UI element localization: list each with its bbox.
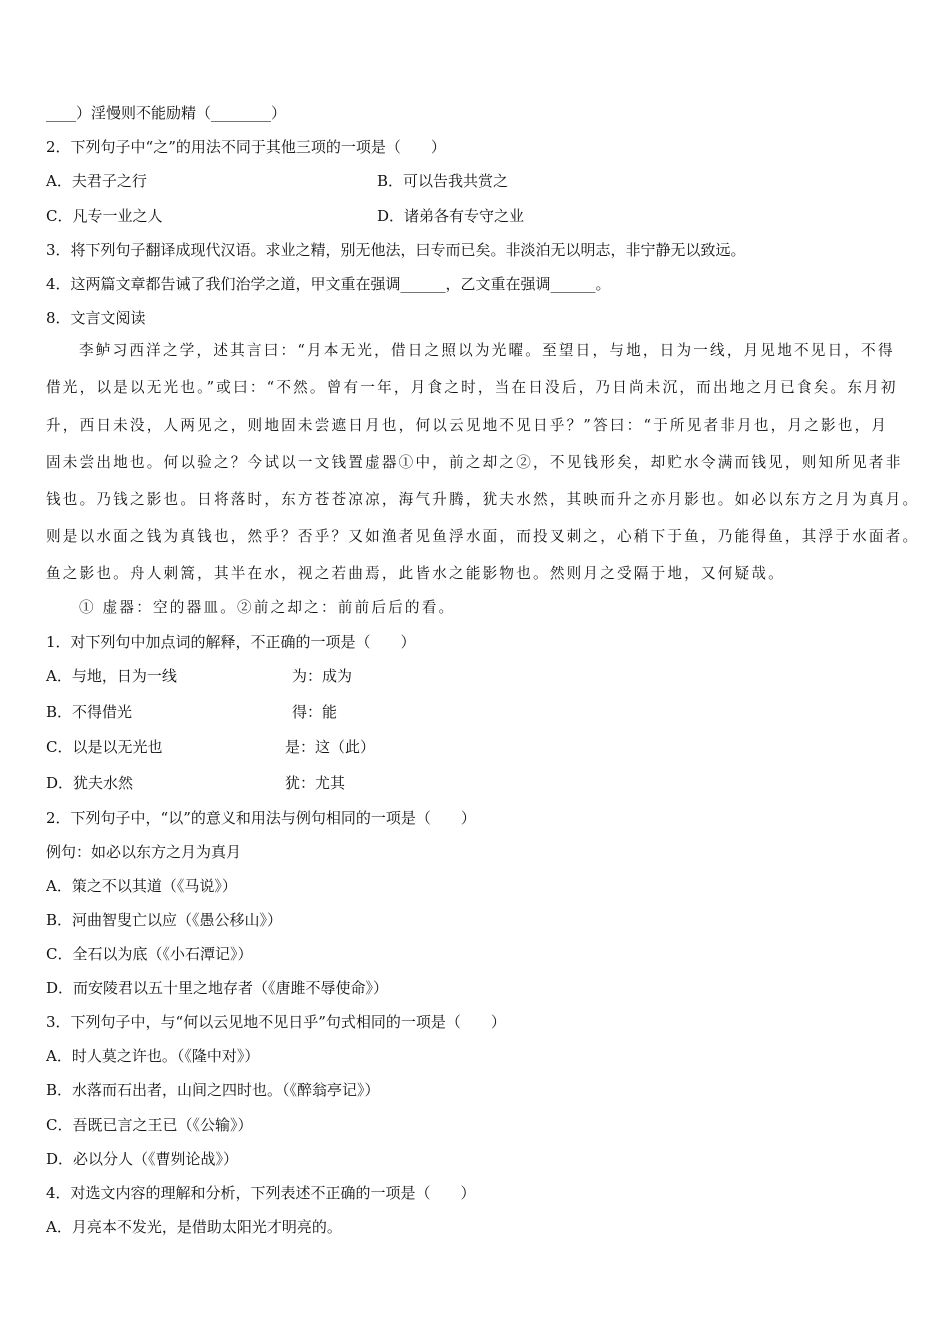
s8-q2-example: 例句：如必以东方之月为真月 [46,843,242,861]
passage-line: 借光，以是以无光也。”或曰：“不然。曾有一年，月食之时，当在日没后，乃日尚未沉，而出地之月已食矣。东月初 [46,379,898,396]
s8-q2-option: A．策之不以其道（《马说》） [46,877,237,895]
option-a: A．夫君子之行 [46,172,147,190]
s8-q3-option: A．时人莫之许也。（《隆中对》） [46,1047,260,1065]
section-8-title: 8．文言文阅读 [46,309,146,327]
option-d: D．诸弟各有专守之业 [377,207,525,225]
s8-question-4-stem: 4．对选文内容的理解和分析，下列表述不正确的一项是（ ） [46,1184,476,1202]
s8-q1-option-gloss: 犹：尤其 [285,774,346,792]
s8-q4-option: A．月亮本不发光，是借助太阳光才明亮的。 [46,1218,342,1236]
passage-line: 固未尝出地也。何以验之？今试以一文钱置虚器①中，前之却之②，不见钱形矣，却贮水令满而钱见，则知所见者非 [46,454,903,471]
option-c: C．凡专一业之人 [46,207,163,225]
passage-line: 李鲈习西洋之学，述其言曰：“月本无光，借日之照以为光曜。至望日，与地，日为一线，月见地不见日，不得 [79,342,895,359]
s8-q1-option-gloss: 得：能 [292,703,338,721]
passage-line: 升，西日未没，人两见之，则地固未尝遮日月也，何以云见地不见日乎？”答曰：“于所见者非月也，月之影也，月 [46,417,889,434]
question-2-stem: 2．下列句子中“之”的用法不同于其他三项的一项是（ ） [46,138,446,156]
s8-question-1-stem: 1．对下列句中加点词的解释，不正确的一项是（ ） [46,633,416,651]
s8-q2-option: B．河曲智叟亡以应（《愚公移山》） [46,911,283,929]
s8-q3-option: D．必以分人（《曹刿论战》） [46,1150,239,1168]
footnote: ① 虚器：空的器皿。②前之却之：前前后后的看。 [79,599,456,616]
s8-q3-option: C．吾既已言之王已（《公输》） [46,1116,253,1134]
s8-q1-option-sentence: A．与地，日为一线 [46,667,177,685]
fill-blank-line: ____）淫慢则不能励精（________） [46,104,287,122]
passage-line: 钱也。乃钱之影也。日将落时，东方苍苍凉凉，海气升腾，犹夫水然，其映而升之亦月影也。如必以东方之月为真月。 [46,491,920,508]
option-b: B．可以告我共赏之 [377,172,509,190]
s8-q2-option: C．全石以为底（《小石潭记》） [46,945,253,963]
question-4-stem: 4．这两篇文章都告诫了我们治学之道，甲文重在强调______，乙文重在强调______。 [46,275,611,293]
passage-line: 则是以水面之钱为真钱也，然乎？否乎？又如渔者见鱼浮水面，而投叉刺之，心稍下于鱼，乃能得鱼，其浮于水面者。 [46,528,920,545]
s8-q1-option-gloss: 是：这（此） [285,738,376,756]
s8-q3-option: B．水落而石出者，山间之四时也。（《醉翁亭记》） [46,1081,380,1099]
s8-question-3-stem: 3．下列句子中，与“何以云见地不见日乎”句式相同的一项是（ ） [46,1013,506,1031]
s8-q1-option-sentence: C．以是以无光也 [46,738,163,756]
question-3-stem: 3．将下列句子翻译成现代汉语。求业之精，别无他法，曰专而已矣。非淡泊无以明志，非宁静无以致远。 [46,241,746,259]
passage-line: 鱼之影也。舟人刺篙，其半在水，视之若曲焉，此皆水之能影物也。然则月之受隔于地，又何疑哉。 [46,565,785,582]
s8-question-2-stem: 2．下列句子中，“以”的意义和用法与例句相同的一项是（ ） [46,809,476,827]
s8-q2-option: D．而安陵君以五十里之地存者（《唐雎不辱使命》） [46,979,389,997]
s8-q1-option-gloss: 为：成为 [292,667,353,685]
s8-q1-option-sentence: D．犹夫水然 [46,774,134,792]
s8-q1-option-sentence: B．不得借光 [46,703,133,721]
